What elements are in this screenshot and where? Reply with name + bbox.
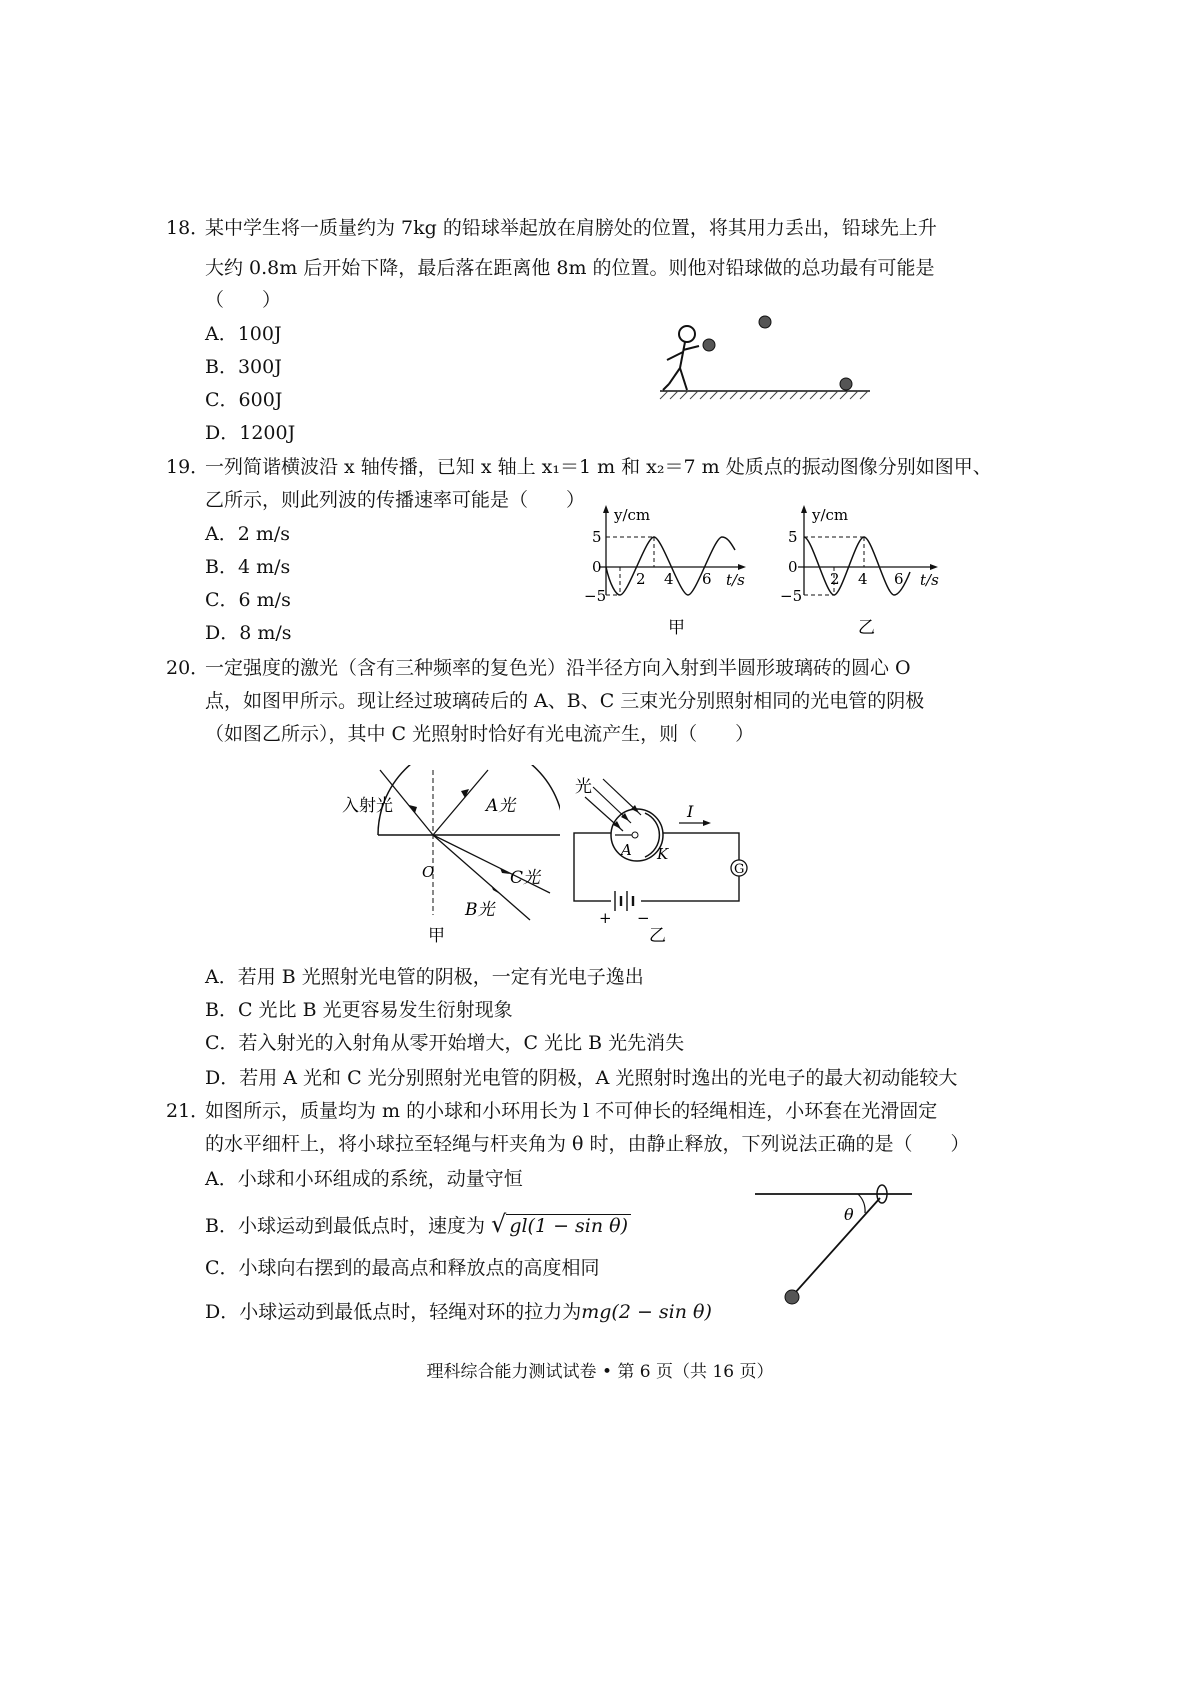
q21-option-c: C．小球向右摆到的最高点和释放点的高度相同 (205, 1257, 600, 1279)
fig-jia-caption: 甲 (428, 926, 445, 945)
graph-jia-yneg: −5 (584, 587, 607, 605)
q18-option-d: D．1200J (205, 422, 296, 444)
graph-jia-caption: 甲 (668, 618, 685, 638)
q18-number: 18． (166, 217, 210, 239)
galvanometer-label: G (734, 862, 745, 877)
q21-option-b (205, 1212, 631, 1238)
q20-option-a: A．若用 B 光照射光电管的阴极，一定有光电子逸出 (205, 966, 644, 988)
fig-yi-caption: 乙 (649, 926, 666, 945)
label-anode: A (621, 841, 632, 859)
label-c-light: C光 (510, 868, 541, 888)
graph-jia-tick-2: 2 (636, 570, 646, 588)
label-a-light: A光 (486, 796, 516, 816)
q20-line2: 点，如图甲所示。现让经过玻璃砖后的 A、B、C 三束光分别照射相同的光电管的阴极 (205, 690, 925, 712)
graph-jia-yzero: 0 (592, 558, 602, 576)
q21-option-b-text: B．小球运动到最低点时，速度为 (205, 1215, 485, 1237)
q20-number: 20． (166, 657, 210, 679)
vibration-graph-jia (580, 500, 760, 640)
label-cathode: K (657, 845, 669, 863)
graph-jia-ypos: 5 (592, 528, 602, 546)
q19-option-c: C．6 m/s (205, 589, 291, 611)
q21-option-d-text: D．小球运动到最低点时，轻绳对环的拉力为 (205, 1301, 582, 1323)
q20-option-b: B．C 光比 B 光更容易发生衍射现象 (205, 999, 513, 1021)
label-o: O (422, 863, 435, 881)
q21-option-a: A．小球和小环组成的系统，动量守恒 (205, 1168, 523, 1190)
label-current: I (687, 802, 694, 821)
q20-option-c: C．若入射光的入射角从零开始增大，C 光比 B 光先消失 (205, 1032, 685, 1054)
graph-yi-tick-6: 6 (894, 570, 904, 588)
graph-yi-yneg: −5 (780, 587, 803, 605)
label-plus: + (599, 909, 612, 927)
q19-number: 19． (166, 456, 210, 478)
phototube-circuit (565, 765, 755, 945)
graph-yi-xlabel: t/s (920, 571, 939, 589)
theta-label: θ (844, 1205, 854, 1224)
graph-yi-ylabel: y/cm (812, 506, 849, 524)
graph-jia-tick-6: 6 (702, 570, 712, 588)
graph-jia-xlabel: t/s (726, 571, 745, 589)
graph-yi-tick-4: 4 (858, 570, 868, 588)
q18-bracket: （ ） (205, 289, 282, 311)
shot-put-figure (655, 308, 885, 408)
q21-line2: 的水平细杆上，将小球拉至轻绳与杆夹角为 θ 时，由静止释放，下列说法正确的是（ ） (205, 1133, 970, 1155)
pendulum-figure (750, 1180, 920, 1320)
graph-yi-ypos: 5 (788, 528, 798, 546)
q21-option-d (205, 1300, 712, 1324)
sqrt-icon: √ (491, 1210, 507, 1238)
q19-line2: 乙所示，则此列波的传播速率可能是（ ） (205, 489, 586, 511)
q19-option-b: B．4 m/s (205, 556, 291, 578)
page-footer: 理科综合能力测试试卷 • 第 6 页（共 16 页） (426, 1362, 774, 1382)
q21-line1: 如图所示，质量均为 m 的小球和小环用长为 l 不可伸长的轻绳相连，小环套在光滑固定 (205, 1100, 938, 1122)
graph-jia-tick-4: 4 (664, 570, 674, 588)
label-minus: − (637, 909, 650, 927)
q18-line1: 某中学生将一质量约为 7kg 的铅球举起放在肩膀处的位置，将其用力丢出，铅球先上升 (205, 217, 937, 239)
q21-formula-b: gl(1 − sin θ) (506, 1214, 631, 1237)
q19-option-a: A．2 m/s (205, 523, 291, 545)
q18-option-a: A．100J (205, 323, 282, 345)
graph-yi-caption: 乙 (858, 618, 875, 638)
q18-line2: 大约 0.8m 后开始下降，最后落在距离他 8m 的位置。则他对铅球做的总功最有可能是 (205, 257, 935, 279)
vibration-graph-yi (772, 500, 952, 640)
q20-line1: 一定强度的激光（含有三种频率的复色光）沿半径方向入射到半圆形玻璃砖的圆心 O (205, 657, 911, 679)
label-light: 光 (575, 777, 592, 797)
q19-line1: 一列简谐横波沿 x 轴传播，已知 x 轴上 x₁＝1 m 和 x₂＝7 m 处质点的振动图像分别如图甲、 (205, 456, 992, 478)
q20-line3: （如图乙所示），其中 C 光照射时恰好有光电流产生，则（ ） (205, 723, 755, 745)
q18-option-c: C．600J (205, 389, 283, 411)
q18-option-b: B．300J (205, 356, 282, 378)
graph-yi-yzero: 0 (788, 558, 798, 576)
graph-yi-tick-2: 2 (830, 570, 840, 588)
label-incident-light: 入射光 (342, 796, 393, 816)
q21-formula-d: mg(2 − sin θ) (581, 1301, 712, 1323)
q21-number: 21． (166, 1100, 210, 1122)
label-b-light: B光 (465, 900, 495, 920)
q19-option-d: D．8 m/s (205, 622, 292, 644)
q20-option-d: D．若用 A 光和 C 光分别照射光电管的阴极，A 光照射时逸出的光电子的最大初动能较大 (205, 1067, 958, 1089)
graph-jia-ylabel: y/cm (614, 506, 651, 524)
glass-brick-figure (340, 765, 560, 945)
